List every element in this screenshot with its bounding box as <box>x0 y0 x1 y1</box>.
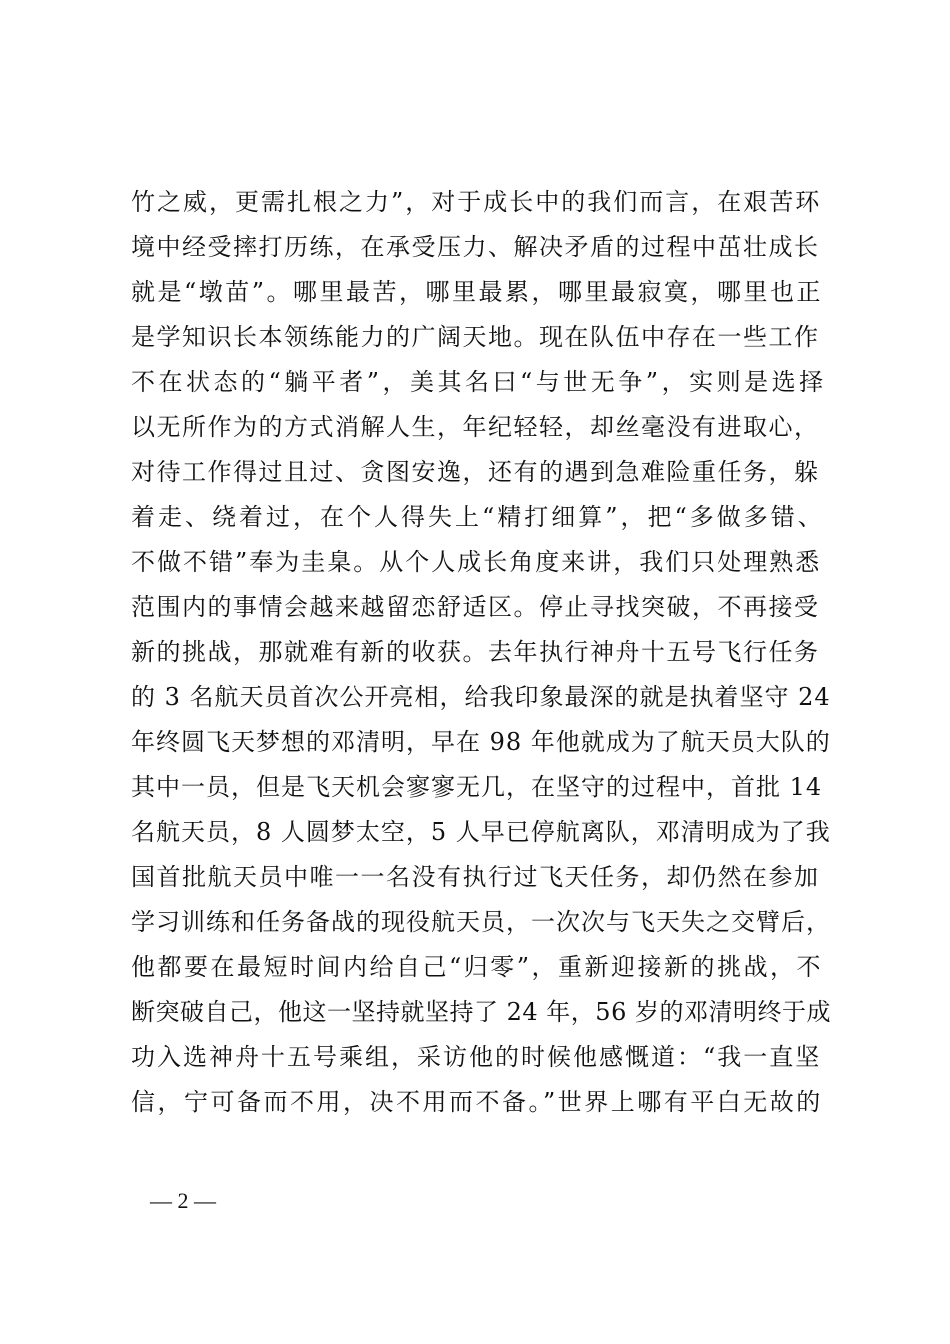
text-line: 名航天员，8 人圆梦太空，5 人早已停航离队，邓清明成为了我 <box>131 818 831 846</box>
text-line: 断突破自己，他这一坚持就坚持了 24 年，56 岁的邓清明终于成 <box>131 998 831 1026</box>
text-line: 不在状态的“躺平者”，美其名曰“与世无争”，实则是选择 <box>131 368 827 396</box>
text-line: 年终圆飞天梦想的邓清明，早在 98 年他就成为了航天员大队的 <box>131 728 831 756</box>
text-line: 境中经受摔打历练，在承受压力、解决矛盾的过程中茁壮成长 <box>131 233 820 261</box>
text-line: 学习训练和任务备战的现役航天员，一次次与飞天失之交臂后， <box>131 908 831 936</box>
text-line: 国首批航天员中唯一一名没有执行过飞天任务，却仍然在参加 <box>131 863 820 891</box>
page-number: — 2 — <box>150 1188 216 1213</box>
text-line: 他都要在最短时间内给自己“归零”，重新迎接新的挑战，不 <box>131 953 824 981</box>
text-line: 范围内的事情会越来越留恋舒适区。停止寻找突破，不再接受 <box>131 593 820 621</box>
text-line: 以无所作为的方式消解人生，年纪轻轻，却丝毫没有进取心， <box>131 413 820 441</box>
text-line: 信，宁可备而不用，决不用而不备。”世界上哪有平白无故的 <box>131 1088 823 1116</box>
text-line: 的 3 名航天员首次公开亮相，给我印象最深的就是执着坚守 24 <box>131 683 831 711</box>
text-line: 其中一员，但是飞天机会寥寥无几，在坚守的过程中，首批 14 <box>131 773 823 801</box>
text-line: 竹之威，更需扎根之力”，对于成长中的我们而言，在艰苦环 <box>131 188 822 216</box>
text-line: 对待工作得过且过、贪图安逸，还有的遇到急难险重任务，躲 <box>131 458 820 486</box>
text-line: 功入选神舟十五号乘组，采访他的时候他感慨道：“我一直坚 <box>131 1043 822 1071</box>
text-line: 着走、绕着过，在个人得失上“精打细算”，把“多做多错、 <box>131 503 825 531</box>
body-text <box>131 180 831 1125</box>
text-line: 就是“墩苗”。哪里最苦，哪里最累，哪里最寂寞，哪里也正 <box>131 278 824 306</box>
text-line: 是学知识长本领练能力的广阔天地。现在队伍中存在一些工作 <box>131 323 820 351</box>
text-line: 不做不错”奉为圭臬。从个人成长角度来讲，我们只处理熟悉 <box>131 548 822 576</box>
text-line: 新的挑战，那就难有新的收获。去年执行神舟十五号飞行任务 <box>131 638 820 666</box>
